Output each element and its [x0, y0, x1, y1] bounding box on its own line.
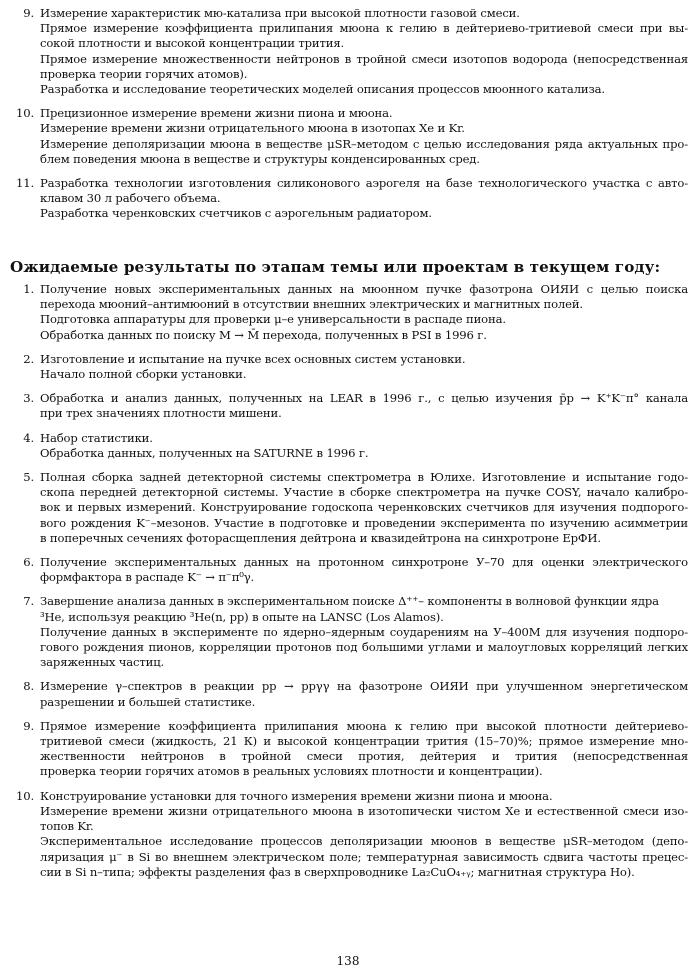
work-items-list — [0, 6, 696, 222]
item-number: 2. — [23, 351, 34, 366]
item-number: 8. — [23, 679, 34, 694]
text-line: Прецизионное измерение времени жизни пиона и мюона. — [40, 106, 393, 121]
text-line: сии в Si n–типа; эффекты разделения фаз в сверхпроводнике La₂CuO₄₊ᵧ; магнитная структура Ho). — [40, 864, 635, 879]
item-number: 4. — [23, 430, 34, 445]
text-line: гового рождения пионов, корреляции протонов под большими углами и малоугловых корреляций легких — [40, 640, 688, 655]
page-number: 138 — [336, 954, 360, 968]
item-number: 9. — [23, 718, 34, 733]
list-item — [0, 176, 696, 222]
text-line: Обработка данных по поиску M → M̄ перехода, полученных в PSI в 1996 г. — [40, 327, 487, 342]
list-item — [0, 6, 696, 97]
text-line: в поперечных сечениях фоторасщепления дейтрона и квазидейтрона на синхротроне ЕрФИ. — [40, 530, 601, 545]
text-line: Разработка и исследование теоретических моделей описания процессов мюонного катализа. — [40, 82, 605, 97]
text-line: Получение новых экспериментальных данных на мюонном пучке фазотрона ОИЯИ с целью поиска — [40, 282, 688, 296]
text-line: Прямое измерение множественности нейтронов в тройной смеси изотопов водорода (непосредственная — [40, 51, 688, 66]
text-line: тритиевой смеси (жидкость, 21 К) и высокой концентрации трития (15–70)%; прямое измерение мно- — [40, 734, 688, 749]
text-line: проверка теории горячих атомов). — [40, 66, 248, 81]
item-number: 6. — [23, 555, 34, 570]
text-line: жественности нейтронов в тройной смеси протия, дейтерия и трития (непосредственная — [40, 749, 688, 764]
text-line: формфактора в распаде K⁻ → π⁻π⁰γ. — [40, 570, 255, 585]
expected-results-list — [0, 282, 696, 880]
section-heading: Ожидаемые результаты по этапам темы или проектам в текущем году: — [10, 258, 661, 276]
text-line: перехода мюоний–антимюоний в отсутствии внешних электрических и магнитных полей. — [40, 297, 583, 312]
list-item — [0, 391, 696, 421]
text-line: Конструирование установки для точного измерения времени жизни пиона и мюона. — [40, 788, 553, 803]
text-line: Набор статистики. — [40, 430, 153, 445]
text-line: Разработка технологии изготовления силиконового аэрогеля на базе технологического участка с авто- — [40, 176, 688, 191]
item-number: 10. — [16, 106, 34, 121]
list-item — [0, 555, 696, 585]
text-line: при трех значениях плотности мишени. — [40, 406, 282, 421]
list-item — [0, 431, 696, 461]
text-line: Разработка черенковских счетчиков с аэрогельным радиатором. — [40, 206, 432, 221]
text-line: Измерение γ–спектров в реакции pp → ppγγ на фазотроне ОИЯИ при улучшенном энергетическом — [40, 679, 688, 694]
list-item — [0, 352, 696, 382]
text-line: Измерение характеристик мю-катализа при высокой плотности газовой смеси. — [40, 6, 520, 20]
text-line: Получение данных в эксперименте по ядерно–ядерным соударениям на У–400М для изучения подпоро- — [40, 624, 688, 639]
text-line: Измерение деполяризации мюона в веществе μSR–методом с целью исследования ряда актуальных про- — [40, 136, 688, 151]
text-line: проверка теории горячих атомов в реальных условиях плотности и концентрации). — [40, 764, 543, 779]
text-line: ляризация μ⁻ в Si во внешнем электрическом поле; температурная зависимость сдвига частоты прецес- — [40, 849, 688, 864]
text-line: вого рождения K⁻–мезонов. Участие в подготовке и проведении эксперимента по изучению асимметрии — [40, 515, 688, 530]
text-line: ³He, используя реакцию ³He(n, pp) в опыте на LANSC (Los Alamos). — [40, 609, 444, 624]
text-line: топов Kr. — [40, 819, 94, 834]
item-number: 7. — [23, 594, 34, 609]
item-number: 5. — [23, 470, 34, 485]
text-line: Начало полной сборки установки. — [40, 367, 247, 382]
list-item — [0, 679, 696, 709]
item-number: 10. — [16, 788, 34, 803]
text-line: клавом 30 л рабочего объема. — [40, 191, 221, 206]
item-number: 3. — [23, 391, 34, 406]
text-line: Измерение времени жизни отрицательного мюона в изотопически чистом Xe и естественной смеси изо- — [40, 803, 688, 818]
item-number: 9. — [23, 6, 34, 20]
list-item — [0, 789, 696, 880]
list-item — [0, 594, 696, 670]
text-line: заряженных частиц. — [40, 655, 165, 670]
text-line: Прямое измерение коэффициента прилипания мюона к гелию при высокой плотности дейтериево- — [40, 718, 688, 733]
list-item — [0, 106, 696, 167]
text-line: блем поведения мюона в веществе и структуры конденсированных сред. — [40, 151, 480, 166]
text-line: скопа передней детекторной системы. Участие в сборке спектрометра на пучке COSY, начало калибро- — [40, 485, 688, 500]
item-number: 1. — [23, 282, 34, 296]
text-line: Измерение времени жизни отрицательного мюона в изотопах Xe и Kr. — [40, 121, 465, 136]
text-line: Обработка и анализ данных, полученных на LEAR в 1996 г., с целью изучения p̄p → K⁺K⁻π° канала — [40, 391, 688, 406]
text-line: Получение экспериментальных данных на протонном синхротроне У–70 для оценки электрического — [40, 555, 688, 570]
list-item — [0, 470, 696, 546]
item-number: 11. — [16, 176, 34, 191]
list-item — [0, 719, 696, 780]
list-item — [0, 282, 696, 343]
text-line: Обработка данных, полученных на SATURNE в 1996 г. — [40, 445, 369, 460]
text-line: Подготовка аппаратуры для проверки μ–e универсальности в распаде пиона. — [40, 312, 506, 327]
text-line: Полная сборка задней детекторной системы спектрометра в Юлихе. Изготовление и испытание годо- — [40, 470, 688, 485]
text-line: Прямое измерение коэффициента прилипания мюона к гелию в дейтериево-тритиевой смеси при вы- — [40, 21, 688, 36]
text-line: Экспериментальное исследование процессов деполяризации мюонов в веществе μSR–методом (депо- — [40, 834, 688, 849]
text-line: вок и первых измерений. Конструирование годоскопа черенковских счетчиков для изучения подпорого- — [40, 500, 688, 515]
text-line: сокой плотности и высокой концентрации трития. — [40, 36, 345, 51]
text-line: разрешении и большей статистике. — [40, 694, 256, 709]
text-line: Изготовление и испытание на пучке всех основных систем установки. — [40, 351, 466, 366]
text-line: Завершение анализа данных в экспериментальном поиске Δ⁺⁺– компоненты в волновой функции ядра — [40, 594, 659, 609]
